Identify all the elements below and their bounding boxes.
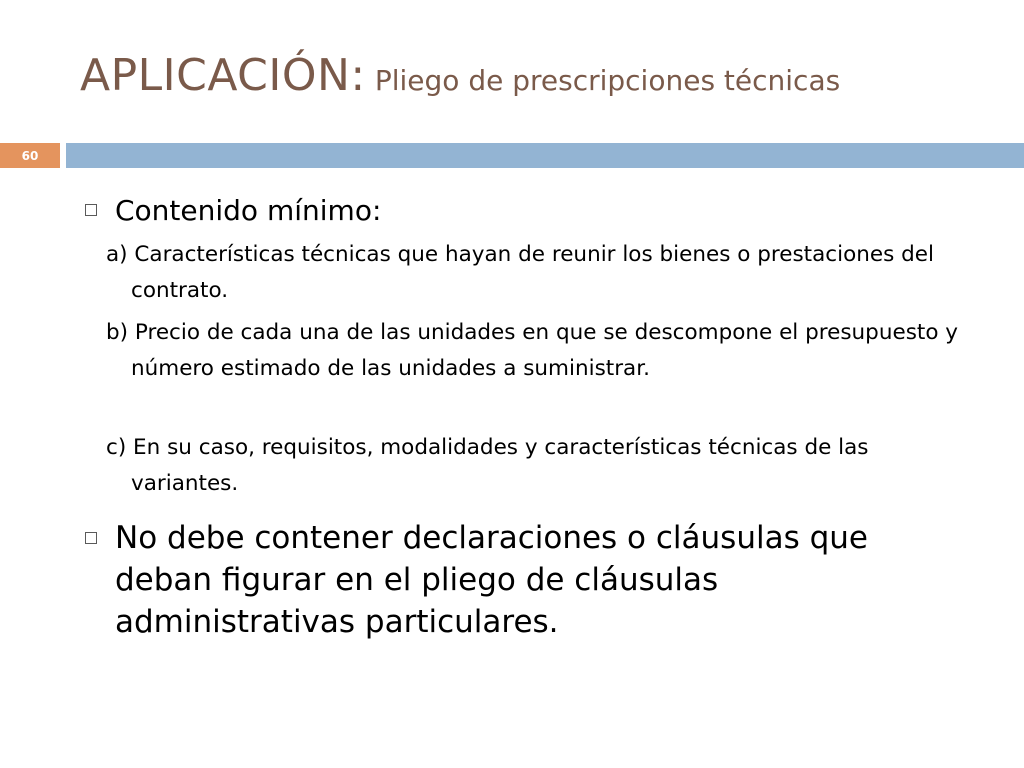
page-number-badge [0, 143, 60, 168]
title-main: APLICACIÓN: [80, 50, 366, 101]
page-number: 60 [21, 148, 39, 163]
sub-item-a: a) Características técnicas que hayan de reunir los bienes o prestaciones del contrato. [106, 242, 934, 303]
bullet-text: No debe contener declaraciones o cláusulas que deban figurar en el pliego de cláusulas administrativas particulares. [115, 520, 868, 640]
sub-item-b: b) Precio de cada una de las unidades en que se descompone el presupuesto y número estimado de las unidades a suministrar. [106, 320, 959, 381]
square-bullet-icon [85, 532, 97, 544]
title-subtitle: Pliego de prescripciones técnicas [374, 64, 841, 97]
bullet-item-no-debe [85, 517, 935, 643]
title-divider-bar [66, 143, 1024, 168]
bullet-item-contenido [85, 193, 381, 229]
square-bullet-icon [85, 204, 97, 216]
bullet-text: Contenido mínimo: [115, 194, 382, 227]
slide-title [80, 50, 840, 101]
sub-item-c: c) En su caso, requisitos, modalidades y características técnicas de las variantes. [106, 435, 869, 496]
